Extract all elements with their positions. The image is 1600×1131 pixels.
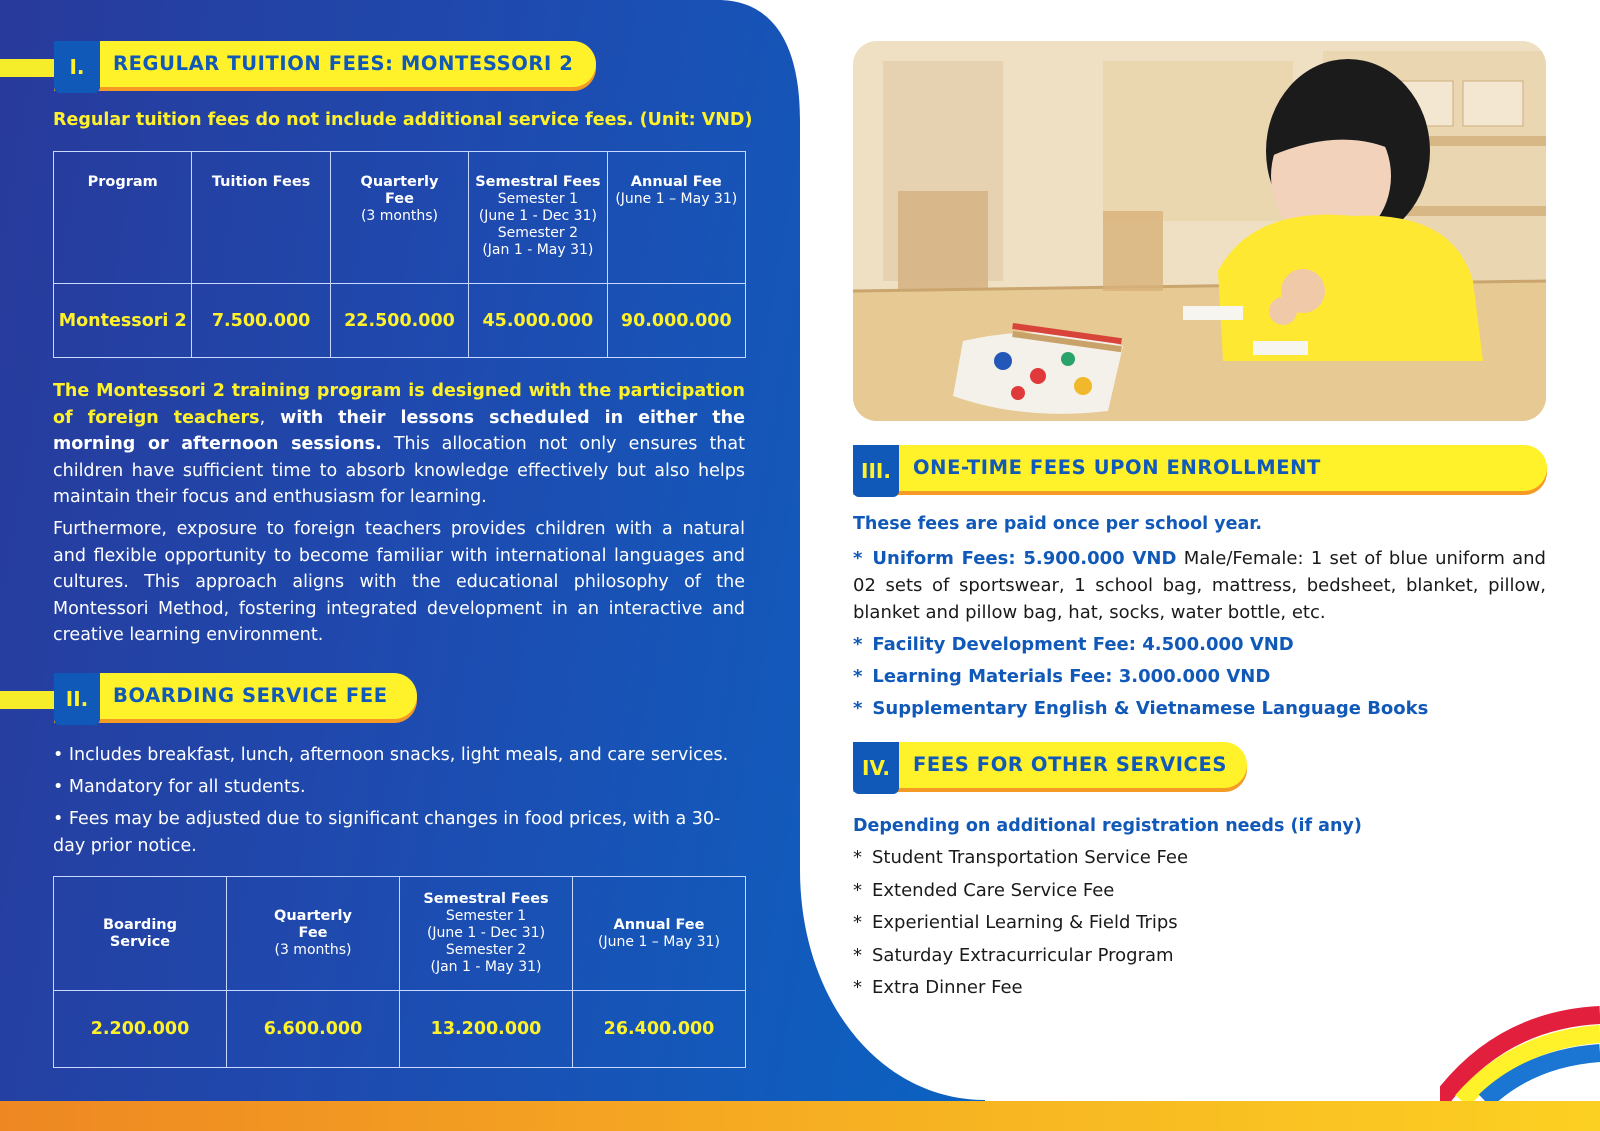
section-4-number: IV. (853, 742, 899, 794)
other-services-note: Depending on additional registration needs (if any) (853, 816, 1362, 836)
list-item: * Student Transportation Service Fee (853, 847, 1189, 868)
student-photo (853, 41, 1546, 421)
boarding-bullet: • Includes breakfast, lunch, afternoon snacks, light meals, and care services. (53, 745, 729, 765)
facility-fee: * Facility Development Fee: 4.500.000 VND (853, 634, 1294, 655)
col-boarding: Boarding Service (54, 877, 227, 991)
materials-fee: * Learning Materials Fee: 3.000.000 VND (853, 666, 1271, 687)
cell-quarterly: 6.600.000 (227, 991, 400, 1068)
section-3-header (853, 445, 1547, 493)
section-3-number: III. (853, 445, 899, 497)
bottom-orange-bar (0, 1101, 1600, 1131)
section-1-header (0, 41, 600, 89)
section-2-number: II. (54, 673, 100, 725)
section-3-title: ONE-TIME FEES UPON ENROLLMENT (913, 456, 1321, 479)
list-item: * Experiential Learning & Field Trips (853, 912, 1178, 933)
section-4-header (853, 742, 1248, 790)
col-annual: Annual Fee (June 1 – May 31) (607, 152, 745, 284)
section-2-header (0, 673, 420, 721)
col-semestral: Semestral Fees Semester 1 (June 1 - Dec 31) Semester 2 (Jan 1 - May 31) (400, 877, 573, 991)
cell-quarterly: 22.500.000 (330, 284, 468, 358)
boarding-table-row (54, 991, 746, 1068)
tuition-note: Regular tuition fees do not include additional service fees. (Unit: VND) (53, 110, 753, 130)
tuition-table-header-row (54, 152, 746, 284)
tuition-table-row (54, 284, 746, 358)
section-1-title: REGULAR TUITION FEES: MONTESSORI 2 (113, 52, 574, 75)
books-fee: * Supplementary English & Vietnamese Language Books (853, 698, 1429, 719)
cell-program: Montessori 2 (54, 284, 192, 358)
list-item: * Extended Care Service Fee (853, 879, 1115, 901)
cell-semestral: 45.000.000 (469, 284, 607, 358)
tuition-table (53, 151, 746, 358)
other-services-list (853, 844, 1453, 1007)
list-item: * Saturday Extracurricular Program (853, 944, 1174, 966)
program-paragraph-1: The Montessori 2 training program is designed with the participation of foreign teachers, with their lessons scheduled in either the morning or afternoon sessions. This allocation not only ensures that children have sufficient time to absorb knowledge effectively but also helps maintain their focus and enthusiasm for learning. (53, 381, 745, 507)
cell-tuition: 7.500.000 (192, 284, 330, 358)
list-item: * Extra Dinner Fee (853, 977, 1023, 998)
section-1-number: I. (54, 41, 100, 93)
col-quarterly: Quarterly Fee (3 months) (227, 877, 400, 991)
program-paragraph-2: Furthermore, exposure to foreign teachers provides children with a natural and flexible opportunity to become familiar with international languages and cultures. This approach aligns with the educational philosophy of the Montessori Method, fostering integrated development in an interactive and creative learning environment. (53, 519, 745, 645)
cell-semestral: 13.200.000 (400, 991, 573, 1068)
col-semestral: Semestral Fees Semester 1 (June 1 - Dec 31) Semester 2 (Jan 1 - May 31) (469, 152, 607, 284)
uniform-fee: * Uniform Fees: 5.900.000 VND Male/Female: 1 set of blue uniform and 02 sets of sportswear, 1 school bag, mattress, bedsheet, blanket, pillow, blanket and pillow bag, hat, socks, water bottle, etc. (853, 548, 1546, 623)
section-4-title: FEES FOR OTHER SERVICES (913, 753, 1228, 776)
boarding-bullets (53, 742, 753, 865)
boarding-table-header-row (54, 877, 746, 991)
cell-boarding: 2.200.000 (54, 991, 227, 1068)
cell-annual: 90.000.000 (607, 284, 745, 358)
boarding-table (53, 876, 746, 1068)
col-quarterly: Quarterly Fee (3 months) (330, 152, 468, 284)
section-2-title: BOARDING SERVICE FEE (113, 684, 388, 707)
col-program: Program (54, 152, 192, 284)
classroom-illustration (853, 41, 1546, 421)
boarding-bullet: • Fees may be adjusted due to significant changes in food prices, with a 30-day prior notice. (53, 809, 721, 856)
col-annual: Annual Fee (June 1 – May 31) (573, 877, 746, 991)
cell-annual: 26.400.000 (573, 991, 746, 1068)
boarding-bullet: • Mandatory for all students. (53, 777, 306, 797)
col-tuition: Tuition Fees (192, 152, 330, 284)
rainbow-decoration (1440, 1000, 1600, 1101)
one-time-note: These fees are paid once per school year. (853, 514, 1263, 534)
